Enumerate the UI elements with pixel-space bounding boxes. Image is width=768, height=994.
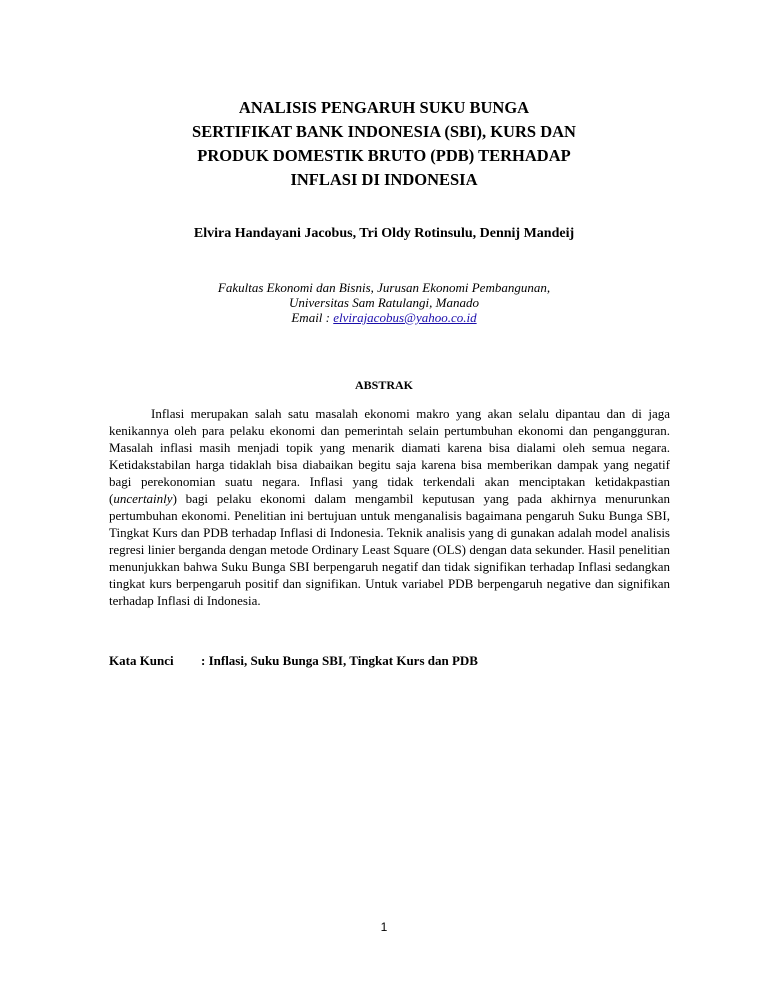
title-line-4: INFLASI DI INDONESIA <box>290 170 478 189</box>
paper-title <box>100 96 668 192</box>
affiliation-email-line <box>60 310 708 325</box>
email-link[interactable]: elvirajacobus@yahoo.co.id <box>333 310 477 325</box>
keywords-value: : Inflasi, Suku Bunga SBI, Tingkat Kurs dan PDB <box>201 653 478 668</box>
author-list: Elvira Handayani Jacobus, Tri Oldy Rotinsulu, Dennij Mandeij <box>193 226 575 241</box>
title-line-3: PRODUK DOMESTIK BRUTO (PDB) TERHADAP <box>197 146 571 165</box>
email-label: Email : <box>291 310 334 325</box>
abstract-heading: ABSTRAK <box>354 378 413 392</box>
title-line-2: SERTIFIKAT BANK INDONESIA (SBI), KURS DAN <box>192 122 576 141</box>
keywords-label: Kata Kunci <box>109 653 174 668</box>
abstract-text <box>109 405 670 609</box>
page-number: 1 <box>380 920 388 934</box>
abstract-italic-term: uncertainly <box>113 491 173 506</box>
affiliation-block <box>60 280 708 325</box>
affiliation-faculty: Fakultas Ekonomi dan Bisnis, Jurusan Ekonomi Pembangunan, <box>217 280 551 295</box>
title-line-1: ANALISIS PENGARUH SUKU BUNGA <box>238 98 530 117</box>
abstract-text-part-1: Inflasi merupakan salah satu masalah ekonomi makro yang akan selalu dipantau dan di jaga kenikannya oleh para pelaku ekonomi dan pemerintah selain pertumbuhan ekonomi dan pengangguran. Masalah inflasi masih menjadi topik yang menarik diamati karena bisa dialami oleh semua negara. Ketidakstabilan harga tidaklah bisa diabaikan begitu saja karena bisa memberikan dampak yang negatif bagi perekonomian suatu negara. Inflasi yang tidak terkendali akan menciptakan ketidakpastian ( <box>109 406 670 506</box>
keywords-line <box>109 653 670 669</box>
abstract-text-part-2: ) bagi pelaku ekonomi dalam mengambil keputusan yang pada akhirnya menurunkan pertumbuhan ekonomi. Penelitian ini bertujuan untuk menganalisis bagaimana pengaruh Suku Bunga SBI, Tingkat Kurs dan PDB terhadap Inflasi di Indonesia. Teknik analisis yang di gunakan adalah model analisis regresi linier berganda dengan metode Ordinary Least Square (OLS) dengan data sekunder. Hasil penelitian menunjukkan bahwa Suku Bunga SBI berpengaruh negatif dan tidak signifikan terhadap Inflasi sedangkan tingkat kurs berpengaruh positif dan signifikan. Untuk variabel PDB berpengaruh negative dan signifikan terhadap Inflasi di Indonesia. <box>109 491 670 608</box>
affiliation-university: Universitas Sam Ratulangi, Manado <box>289 295 479 310</box>
